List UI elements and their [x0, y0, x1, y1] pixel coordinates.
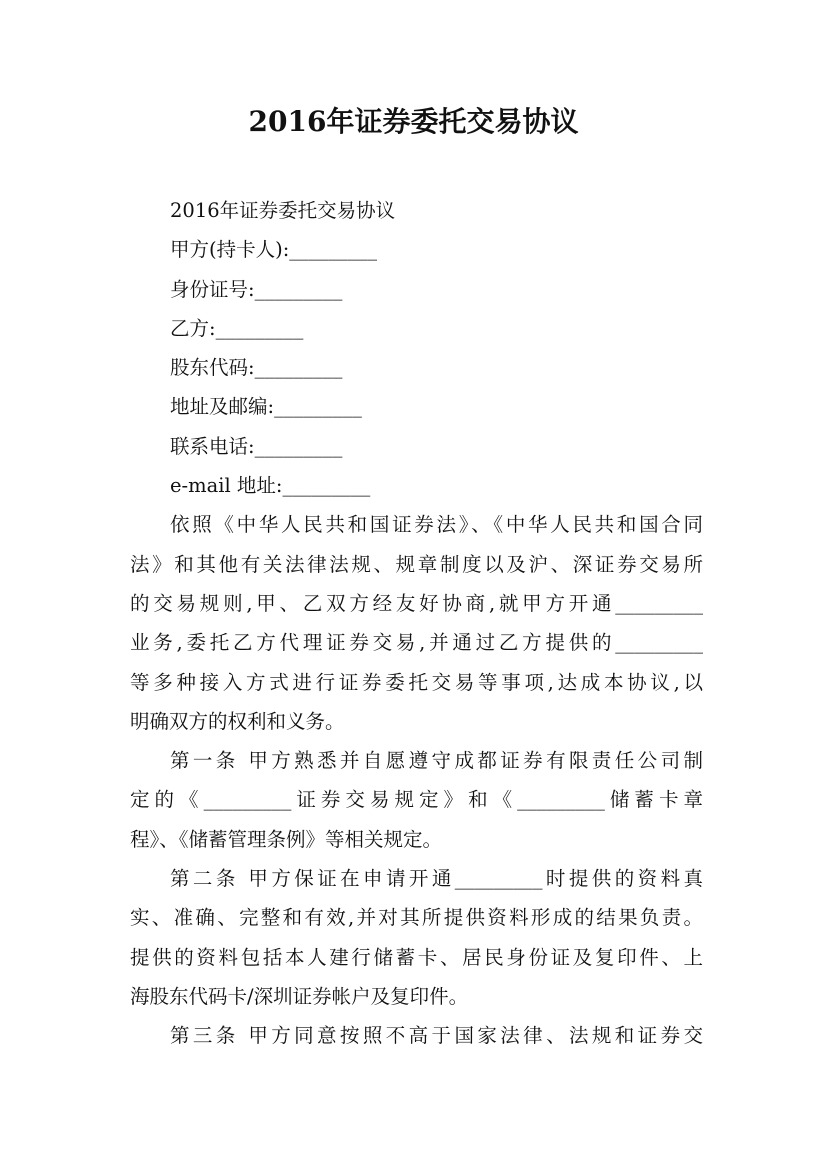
id-number-field: 身份证号:_________ — [170, 277, 343, 301]
article-2-line-4: 海股东代码卡/深圳证券帐户及复印件。 — [130, 984, 469, 1008]
article-1-line-3: 程》、《储蓄管理条例》等相关规定。 — [130, 827, 443, 851]
preamble-line-3: 的交易规则,甲、乙双方经友好协商,就甲方开通_________ — [130, 591, 703, 615]
article-2-line-1: 第二条 甲方保证在申请开通_________时提供的资料真 — [170, 867, 703, 891]
article-1-line-2: 定的《_________证券交易规定》和《_________储蓄卡章 — [130, 788, 703, 812]
document-body — [130, 191, 703, 1056]
preamble-line-6: 明确双方的权利和义务。 — [130, 709, 345, 733]
preamble-line-4: 业务,委托乙方代理证券交易,并通过乙方提供的_________ — [130, 631, 703, 655]
document-title: 2016年证券委托交易协议 — [248, 105, 579, 138]
article-2-line-3: 提供的资料包括本人建行储蓄卡、居民身份证及复印件、上 — [130, 945, 703, 969]
preamble-line-5: 等多种接入方式进行证券委托交易等事项,达成本协议,以 — [130, 670, 703, 694]
preamble-line-2: 法》和其他有关法律法规、规章制度以及沪、深证券交易所 — [130, 552, 703, 576]
article-1-line-1: 第一条 甲方熟悉并自愿遵守成都证券有限责任公司制 — [170, 749, 703, 773]
article-3-line-1: 第三条 甲方同意按照不高于国家法律、法规和证券交 — [170, 1024, 703, 1048]
article-2-line-2: 实、准确、完整和有效,并对其所提供资料形成的结果负责。 — [130, 906, 703, 930]
address-postcode-field: 地址及邮编:_________ — [170, 395, 362, 419]
party-b-field: 乙方:_________ — [170, 316, 304, 340]
email-field: e-mail 地址:_________ — [170, 474, 371, 498]
party-a-field: 甲方(持卡人):_________ — [170, 238, 378, 262]
subtitle-line: 2016年证券委托交易协议 — [170, 199, 396, 222]
phone-field: 联系电话:_________ — [170, 434, 343, 458]
shareholder-code-field: 股东代码:_________ — [170, 356, 343, 380]
preamble-line-1: 依照《中华人民共和国证券法》、《中华人民共和国合同 — [170, 513, 703, 537]
